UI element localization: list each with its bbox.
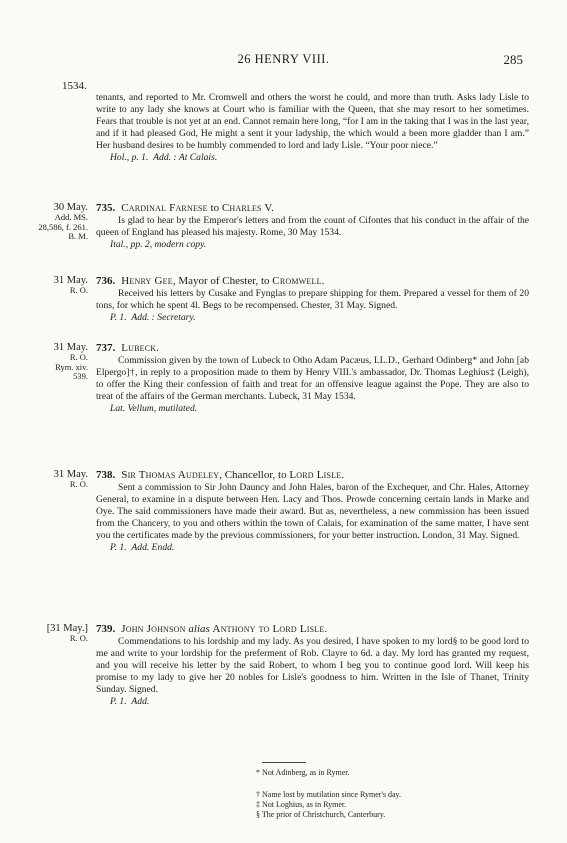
entry-number: 736.: [96, 275, 116, 287]
entry-number: 737.: [96, 342, 116, 354]
page-number: 285: [503, 52, 523, 67]
entry-date: [31 May.]: [46, 623, 88, 634]
entry-source: R. O.: [69, 352, 88, 362]
entry-note: Ital., pp. 2, modern copy.: [110, 239, 207, 250]
entry-title: 736. Henry Gee, Mayor of Chester, to Cromwell.: [96, 275, 325, 287]
entry-title: 737. Lubeck.: [96, 342, 160, 354]
entry-source: Add. MS.: [54, 212, 88, 222]
entry-number: 735.: [96, 202, 116, 214]
footnote: § The prior of Christchurch, Canterbury.: [256, 810, 386, 819]
entry-note: P. 1. Add. : Secretary.: [110, 312, 196, 323]
entry-title: 735. Cardinal Farnese to Charles V.: [96, 202, 275, 214]
margin-column: [22, 202, 88, 242]
running-header: [0, 52, 567, 68]
entry-date: 31 May.: [53, 469, 88, 480]
margin-column: [22, 469, 88, 490]
entry-text: Sent a commission to Sir John Dauncy and John Hales, baron of the Exchequer, and Chr. Hales, Attorney General, to examine in a dispute between Hen. Lacy and Thos. Prowde concerning certain lands in Marke and Oye. The said commissioners have made their award. But as, nevertheless, a new commission has been issued from the Chancery, to you and others within the town of Calais, for examination of the same matter, I have sent you the certificates made by the previous commissioners, for your better instruction. London, 31 May. Signed.: [96, 482, 529, 541]
entry-source: R. O.: [69, 285, 88, 295]
footnote: † Name lost by mutilation since Rymer's day.: [256, 790, 402, 799]
entry-source: B. M.: [68, 231, 88, 241]
entry-text: Commission given by the town of Lubeck to Otho Adam Pacæus, LL.D., Gerhard Odinberg* and John [ab Elpergo]†, in reply to a proposition made to them by Henry VIII.'s ambassador, Dr. Thomas Leghius‡ (Leigh), to offer the King their confession of faith and treat for an offensive league against the Pope. They are also to treat of the affairs of the German merchants. Lubeck, 31 May 1534.: [96, 355, 529, 402]
footnote: * Not Adinberg, as in Rymer.: [256, 768, 350, 777]
entry-date: 30 May.: [53, 202, 88, 213]
entry-text: Received his letters by Cusake and Fynglas to prepare shipping for them. Prepared a vessel for them of 20 tons, for which he spent 4l. Begs to be recompensed. Chester, 31 May. Signed.: [96, 288, 529, 311]
margin-column: [22, 275, 88, 296]
entry-date: 31 May.: [53, 342, 88, 353]
entry-source: 28,586, f. 261.: [38, 221, 88, 232]
entry-note: Hol., p. 1. Add. : At Calais.: [110, 152, 218, 163]
entry-number: 738.: [96, 469, 116, 481]
entry-source: R. O.: [69, 633, 88, 643]
entry-text: Commendations to his lordship and my lady. As you desired, I have spoken to my lord§ to be good lord to me and write to your lordship for the preferment of Rob. Clayre to 6d. a day. My lord has granted my request, and you will receive his letter by the said Robert, to whom I beg you to continue good lord. Will keep his promise to my lady to give her 20 nobles for Lisle's goodness to him. Written in the Isle of Thanet, Trinity Sunday. Signed.: [96, 636, 529, 695]
entry-note: P. 1. Add.: [110, 696, 150, 707]
margin-column: [22, 623, 88, 644]
entry-title: 738. Sir Thomas Audeley, Chancellor, to Lord Lisle.: [96, 469, 345, 481]
footnote-divider: [262, 762, 306, 763]
margin-column: [22, 342, 88, 382]
entry-note: Lat. Vellum, mutilated.: [110, 403, 198, 414]
entry-text: Is glad to hear by the Emperor's letters and from the count of Cifontes that his conduct in the affair of the queen of England has pleased his majesty. Rome, 30 May 1534.: [96, 215, 529, 238]
entry-source: Rym. xiv.: [55, 361, 88, 372]
margin-year: 1534.: [62, 80, 87, 92]
entry-number: 739.: [96, 623, 116, 635]
entry-note: P. 1. Add. Endd.: [110, 542, 175, 553]
entry-date: 31 May.: [53, 275, 88, 286]
header-title: 26 HENRY VIII.: [237, 52, 330, 66]
entry-text: tenants, and reported to Mr. Cromwell and others the worst he could, and more than truth. Asks lady Lisle to write to any lady she knows at Court who is familiar with the Queen, that she may resort to her sometimes. Fears that trouble is not yet at an end. Cannot remain here long, “for I am in the taking that I was in the last year, and if it had pleased God, He might a sent it your ladyship, the which would a been more gladder than I am.” Her husband desires to be humbly commended to lord and lady Lisle. “Your poor niece.”: [96, 92, 529, 151]
entry-source: R. O.: [69, 479, 88, 489]
entry-source: 539.: [73, 371, 88, 381]
footnote: ‡ Not Loghius, as in Rymer.: [256, 800, 347, 809]
entry-title: 739. John Johnson alias Anthony to Lord Lisle.: [96, 623, 328, 635]
